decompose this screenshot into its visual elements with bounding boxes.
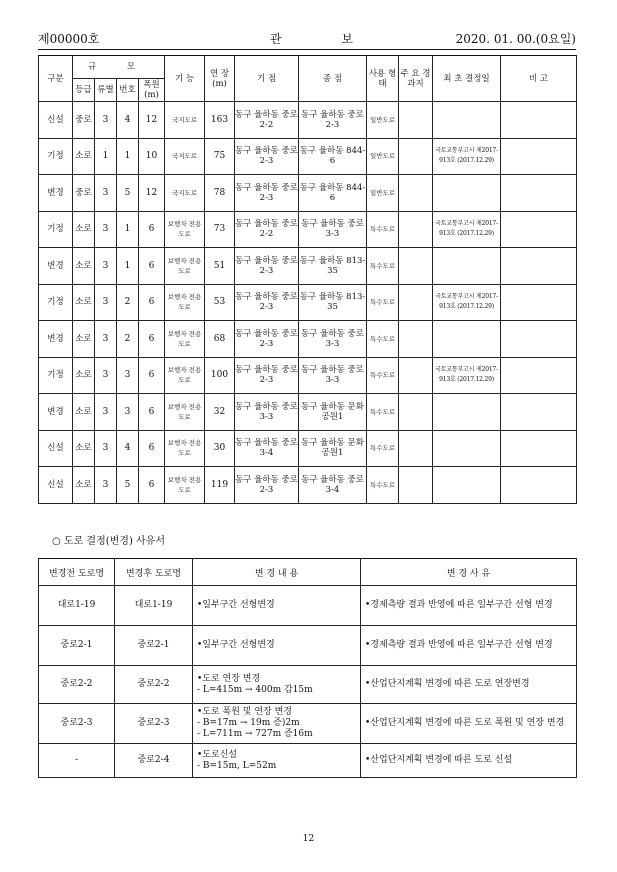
cell-grade: 소로 — [73, 467, 95, 504]
cell-use-form: 특수도로 — [367, 321, 399, 358]
cell-gubun: 변경 — [39, 321, 73, 358]
header-divider — [38, 49, 576, 50]
cell-gubun: 기정 — [39, 211, 73, 248]
col-function: 기 능 — [165, 56, 205, 102]
cell-use-form: 특수도로 — [367, 467, 399, 504]
reason-table — [38, 558, 577, 778]
table-row — [39, 430, 577, 467]
table-row — [39, 744, 577, 778]
cell-first-decision — [433, 248, 501, 285]
cell-start: 동구 율하동 중로2-3 — [235, 467, 299, 504]
cell-width: 6 — [139, 211, 165, 248]
col-width: 폭원 (m) — [139, 79, 165, 102]
col-scale: 규 모 — [73, 56, 165, 79]
cell-gubun: 기정 — [39, 138, 73, 175]
cell-reason: •경제측량 결과 반영에 따른 일부구간 선형 변경 — [361, 586, 577, 626]
cell-remark — [501, 321, 577, 358]
cell-main-via — [399, 102, 433, 139]
table-row — [39, 138, 577, 175]
cell-number: 1 — [117, 248, 139, 285]
cell-after: 중로2-4 — [115, 744, 193, 778]
col-content: 변 경 내 용 — [193, 559, 361, 586]
cell-grade: 중로 — [73, 175, 95, 212]
table-row — [39, 586, 577, 626]
content-line: •도로신설 — [197, 749, 238, 760]
cell-number: 1 — [117, 138, 139, 175]
cell-type: 3 — [95, 430, 117, 467]
table-row — [39, 394, 577, 431]
cell-width: 6 — [139, 430, 165, 467]
cell-main-via — [399, 284, 433, 321]
cell-after: 중로2-3 — [115, 704, 193, 744]
cell-length: 75 — [205, 138, 235, 175]
table-row — [39, 321, 577, 358]
cell-start: 동구 율하동 중로2-3 — [235, 138, 299, 175]
cell-start: 동구 율하동 중로2-3 — [235, 321, 299, 358]
content-line: - B=15m, L=52m — [197, 760, 277, 771]
cell-first-decision: 국토교통부고시 제2017-913호 (2017.12.29) — [433, 284, 501, 321]
cell-reason: •산업단지계획 변경에 따른 도로 폭원 및 연장 변경 — [361, 704, 577, 744]
col-first-decision: 최 초 결정일 — [433, 56, 501, 102]
table-row — [39, 102, 577, 139]
table-row — [39, 248, 577, 285]
col-remark: 비 고 — [501, 56, 577, 102]
cell-first-decision: 국토교통부고시 제2017-913호 (2017.12.29) — [433, 211, 501, 248]
cell-reason: •산업단지계획 변경에 따른 도로 신설 — [361, 744, 577, 778]
col-after: 변경후 도로명 — [115, 559, 193, 586]
cell-function: 보행자 전용도로 — [165, 394, 205, 431]
cell-first-decision — [433, 321, 501, 358]
reason-section-title: ○ 도로 결정(변경) 사유서 — [52, 536, 166, 547]
cell-before: 중로2-1 — [39, 626, 115, 666]
col-length: 연 장 (m) — [205, 56, 235, 102]
cell-grade: 소로 — [73, 248, 95, 285]
cell-use-form: 일반도로 — [367, 102, 399, 139]
cell-function: 보행자 전용도로 — [165, 430, 205, 467]
cell-width: 6 — [139, 248, 165, 285]
cell-function: 보행자 전용도로 — [165, 211, 205, 248]
col-gubun: 구분 — [39, 56, 73, 102]
cell-end: 동구 율하동 중로3-3 — [299, 211, 367, 248]
cell-start: 동구 율하동 중로2-3 — [235, 284, 299, 321]
cell-end: 동구 율하동 문화공원1 — [299, 430, 367, 467]
cell-main-via — [399, 357, 433, 394]
cell-width: 10 — [139, 138, 165, 175]
issue-number: 제00000호 — [38, 32, 100, 46]
cell-end: 동구 율하동 중로3-3 — [299, 321, 367, 358]
cell-end: 동구 율하동 844-6 — [299, 175, 367, 212]
cell-type: 3 — [95, 467, 117, 504]
table-row — [39, 284, 577, 321]
cell-length: 53 — [205, 284, 235, 321]
cell-grade: 소로 — [73, 321, 95, 358]
cell-reason: •산업단지계획 변경에 따른 도로 연장변경 — [361, 666, 577, 704]
cell-remark — [501, 211, 577, 248]
cell-number: 1 — [117, 211, 139, 248]
cell-width: 6 — [139, 321, 165, 358]
cell-use-form: 일반도로 — [367, 175, 399, 212]
cell-length: 73 — [205, 211, 235, 248]
cell-type: 3 — [95, 357, 117, 394]
cell-remark — [501, 284, 577, 321]
table-row — [39, 704, 577, 744]
cell-main-via — [399, 248, 433, 285]
cell-remark — [501, 430, 577, 467]
cell-end: 동구 율하동 813-35 — [299, 284, 367, 321]
cell-number: 3 — [117, 357, 139, 394]
cell-gubun: 변경 — [39, 394, 73, 431]
table-row — [39, 211, 577, 248]
cell-content — [193, 626, 361, 666]
cell-number: 3 — [117, 394, 139, 431]
cell-gubun: 변경 — [39, 175, 73, 212]
cell-use-form: 특수도로 — [367, 394, 399, 431]
cell-reason: •경제측량 결과 반영에 따른 일부구간 선형 변경 — [361, 626, 577, 666]
cell-start: 동구 율하동 중로2-3 — [235, 175, 299, 212]
content-line: - B=17m → 19m 증)2m — [197, 718, 300, 728]
cell-after: 대로1-19 — [115, 586, 193, 626]
cell-number: 4 — [117, 430, 139, 467]
col-main-via: 주 요 경과지 — [399, 56, 433, 102]
page-header — [38, 30, 576, 50]
cell-start: 동구 율하동 중로2-2 — [235, 211, 299, 248]
cell-after: 중로2-1 — [115, 626, 193, 666]
cell-end: 동구 율하동 844-6 — [299, 138, 367, 175]
cell-width: 12 — [139, 175, 165, 212]
col-start: 기 점 — [235, 56, 299, 102]
cell-gubun: 기정 — [39, 284, 73, 321]
cell-start: 동구 율하동 중로2-2 — [235, 102, 299, 139]
cell-use-form: 특수도로 — [367, 284, 399, 321]
cell-gubun: 변경 — [39, 248, 73, 285]
cell-remark — [501, 467, 577, 504]
cell-content — [193, 744, 361, 778]
cell-main-via — [399, 321, 433, 358]
cell-type: 1 — [95, 138, 117, 175]
cell-type: 3 — [95, 211, 117, 248]
cell-function: 국지도로 — [165, 102, 205, 139]
col-before: 변경전 도로명 — [39, 559, 115, 586]
cell-length: 100 — [205, 357, 235, 394]
content-line: •도로 폭원 및 연장 변경 — [197, 707, 292, 717]
cell-first-decision — [433, 102, 501, 139]
col-end: 종 점 — [299, 56, 367, 102]
cell-use-form: 특수도로 — [367, 430, 399, 467]
cell-width: 6 — [139, 357, 165, 394]
cell-function: 국지도로 — [165, 175, 205, 212]
cell-remark — [501, 138, 577, 175]
page-number: 12 — [302, 834, 315, 844]
gazette-title: 관 보 — [270, 32, 381, 46]
cell-width: 6 — [139, 284, 165, 321]
cell-main-via — [399, 211, 433, 248]
cell-start: 동구 율하동 중로2-3 — [235, 248, 299, 285]
cell-start: 동구 율하동 중로2-3 — [235, 357, 299, 394]
cell-grade: 소로 — [73, 211, 95, 248]
cell-grade: 소로 — [73, 284, 95, 321]
cell-before: - — [39, 744, 115, 778]
cell-function: 보행자 전용도로 — [165, 321, 205, 358]
cell-first-decision — [433, 394, 501, 431]
cell-end: 동구 율하동 중로2-3 — [299, 102, 367, 139]
cell-function: 보행자 전용도로 — [165, 467, 205, 504]
cell-remark — [501, 394, 577, 431]
cell-length: 68 — [205, 321, 235, 358]
cell-length: 51 — [205, 248, 235, 285]
cell-end: 동구 율하동 중로3-3 — [299, 357, 367, 394]
cell-length: 78 — [205, 175, 235, 212]
cell-end: 동구 율하동 문화공원1 — [299, 394, 367, 431]
cell-before: 대로1-19 — [39, 586, 115, 626]
content-line: - L=711m → 727m 증16m — [197, 729, 313, 739]
cell-remark — [501, 357, 577, 394]
cell-type: 3 — [95, 102, 117, 139]
cell-first-decision: 국토교통부고시 제2017-913호 (2017.12.29) — [433, 138, 501, 175]
cell-gubun: 신설 — [39, 467, 73, 504]
cell-type: 3 — [95, 175, 117, 212]
cell-before: 중로2-3 — [39, 704, 115, 744]
cell-length: 32 — [205, 394, 235, 431]
cell-gubun: 신설 — [39, 102, 73, 139]
cell-first-decision — [433, 430, 501, 467]
content-line: - L=415m → 400m 감15m — [197, 684, 313, 695]
cell-number: 4 — [117, 102, 139, 139]
cell-number: 2 — [117, 284, 139, 321]
cell-main-via — [399, 430, 433, 467]
cell-end: 동구 율하동 중로3-4 — [299, 467, 367, 504]
col-type: 류별 — [95, 79, 117, 102]
cell-main-via — [399, 467, 433, 504]
cell-first-decision — [433, 175, 501, 212]
cell-start: 동구 율하동 중로3-3 — [235, 394, 299, 431]
table-row — [39, 666, 577, 704]
cell-type: 3 — [95, 248, 117, 285]
cell-content — [193, 666, 361, 704]
road-plan-table — [38, 55, 577, 504]
cell-first-decision: 국토교통부고시 제2017-913호 (2017.12.29) — [433, 357, 501, 394]
cell-grade: 소로 — [73, 394, 95, 431]
col-reason: 변 경 사 유 — [361, 559, 577, 586]
cell-use-form: 특수도로 — [367, 211, 399, 248]
cell-main-via — [399, 138, 433, 175]
table-row — [39, 467, 577, 504]
cell-use-form: 특수도로 — [367, 357, 399, 394]
col-grade: 등급 — [73, 79, 95, 102]
cell-main-via — [399, 394, 433, 431]
cell-number: 2 — [117, 321, 139, 358]
cell-content — [193, 704, 361, 744]
cell-grade: 소로 — [73, 430, 95, 467]
cell-before: 중로2-2 — [39, 666, 115, 704]
table-row — [39, 626, 577, 666]
table-row — [39, 175, 577, 212]
cell-remark — [501, 248, 577, 285]
cell-width: 6 — [139, 394, 165, 431]
col-use-form: 사용 형태 — [367, 56, 399, 102]
cell-start: 동구 율하동 중로3-4 — [235, 430, 299, 467]
cell-use-form: 특수도로 — [367, 248, 399, 285]
cell-content — [193, 586, 361, 626]
cell-function: 국지도로 — [165, 138, 205, 175]
content-line: •일부구간 선형변경 — [197, 600, 275, 610]
cell-gubun: 신설 — [39, 430, 73, 467]
cell-remark — [501, 175, 577, 212]
cell-function: 보행자 전용도로 — [165, 284, 205, 321]
cell-first-decision — [433, 467, 501, 504]
table-row — [39, 357, 577, 394]
cell-length: 163 — [205, 102, 235, 139]
content-line: •도로 연장 변경 — [197, 673, 261, 684]
cell-remark — [501, 102, 577, 139]
cell-function: 보행자 전용도로 — [165, 248, 205, 285]
cell-width: 6 — [139, 467, 165, 504]
cell-type: 3 — [95, 394, 117, 431]
cell-type: 3 — [95, 284, 117, 321]
cell-type: 3 — [95, 321, 117, 358]
cell-length: 30 — [205, 430, 235, 467]
cell-number: 5 — [117, 467, 139, 504]
cell-after: 중로2-2 — [115, 666, 193, 704]
cell-length: 119 — [205, 467, 235, 504]
cell-width: 12 — [139, 102, 165, 139]
cell-number: 5 — [117, 175, 139, 212]
cell-grade: 소로 — [73, 357, 95, 394]
content-line: •일부구간 선형변경 — [197, 640, 275, 650]
cell-use-form: 일반도로 — [367, 138, 399, 175]
col-number: 번호 — [117, 79, 139, 102]
cell-grade: 소로 — [73, 138, 95, 175]
cell-grade: 중로 — [73, 102, 95, 139]
issue-date: 2020. 01. 00.(0요일) — [455, 32, 576, 46]
cell-main-via — [399, 175, 433, 212]
cell-gubun: 기정 — [39, 357, 73, 394]
cell-function: 보행자 전용도로 — [165, 357, 205, 394]
cell-end: 동구 율하동 813-35 — [299, 248, 367, 285]
